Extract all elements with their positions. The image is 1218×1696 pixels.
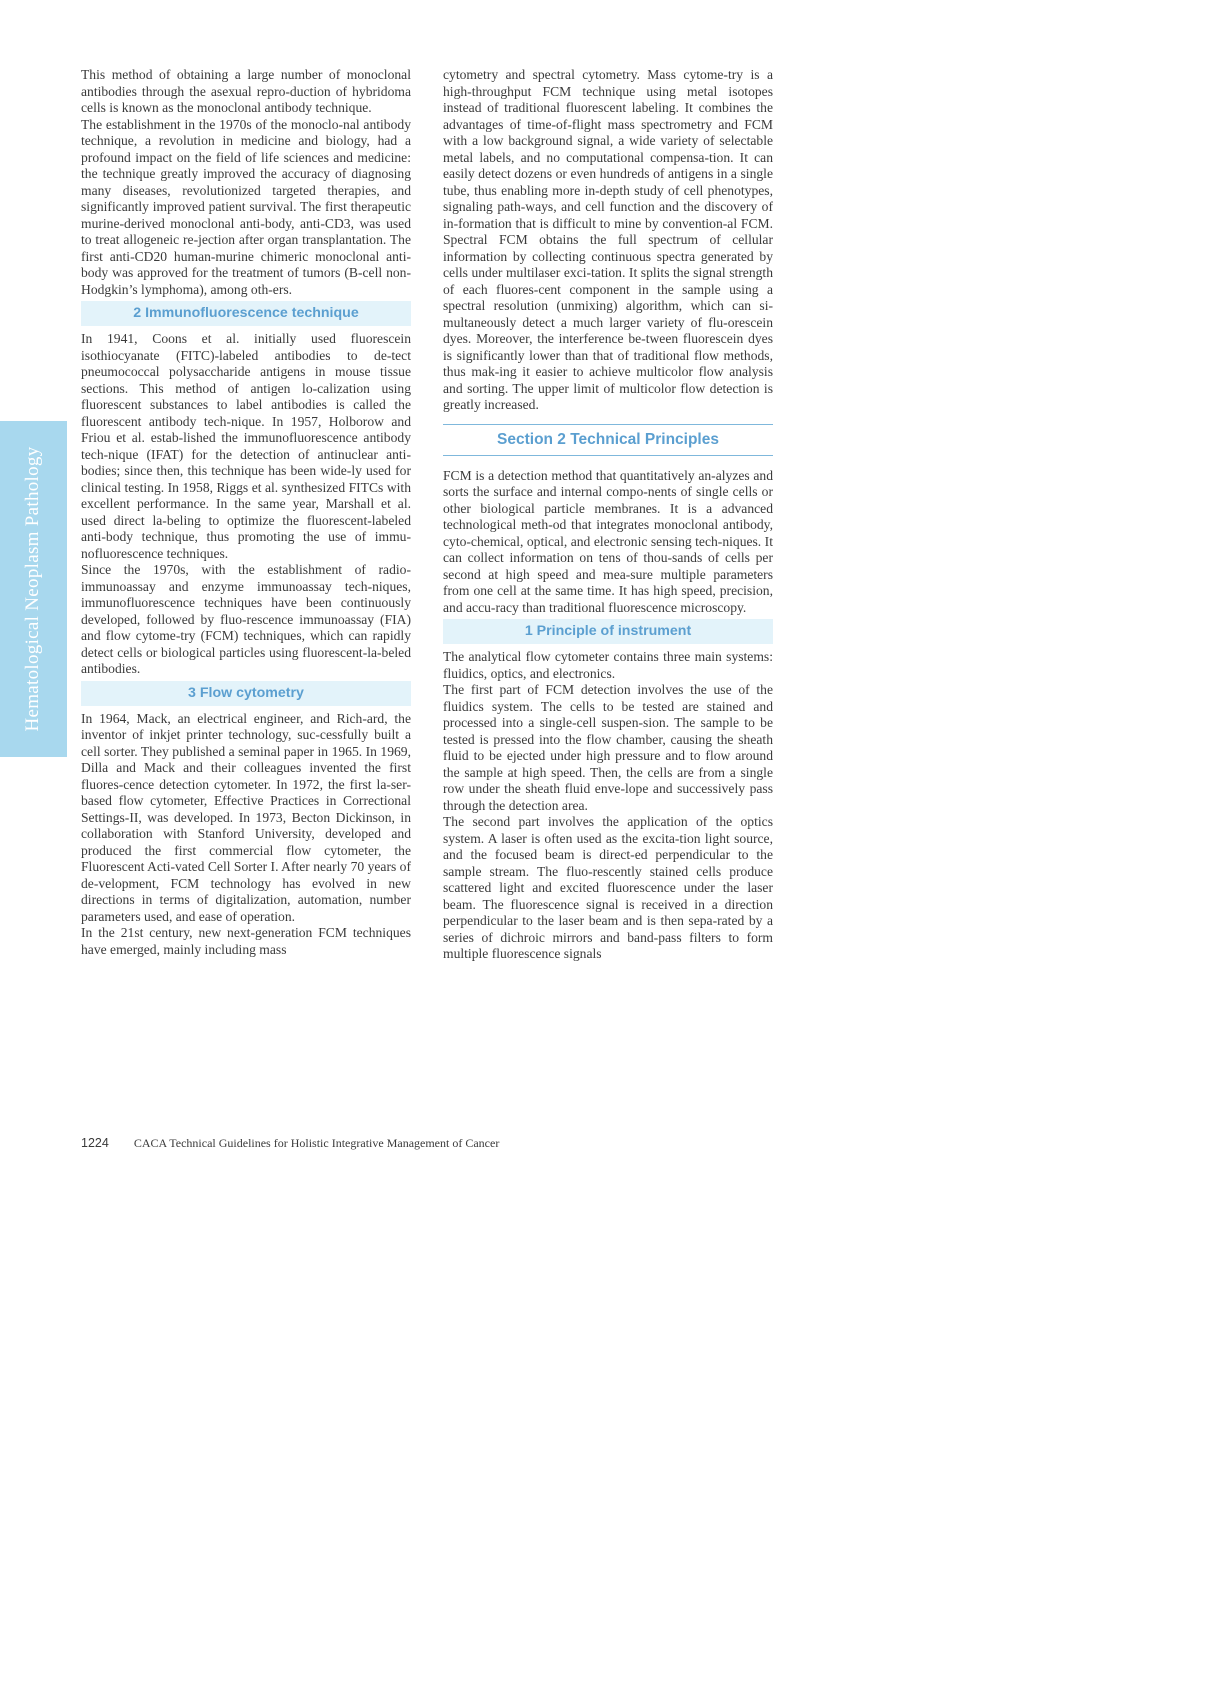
paragraph: FCM is a detection method that quantitatively an-alyzes and sorts the surface and internal compo-nents of single cells or other biological particle membranes. It is a advanced technological meth-od that integrates monoclonal antibody, cyto-chemical, optical, and electronic sensing tech-niques. It can collect information on tens of thou-sands of cells per second at high speed and mea-sure multiple parameters from one cell at the same time. It has high speed, precision, and accu-racy than traditional fluorescence microscopy. [443,467,773,615]
side-tab [0,421,67,757]
paragraph: In 1964, Mack, an electrical engineer, and Rich-ard, the inventor of inkjet printer technology, suc-cessfully built a cell sorter. They published a seminal paper in 1965. In 1969, Dilla and Mack and their colleagues invented the first fluores-cence detection cytometer. In 1972, the first la-ser-based flow cytometer, Effective Practices in Correctional Settings-II, was developed. In 1973, Becton Dickinson, in collaboration with Stanford University, developed and produced the first commercial flow cytometer, the Fluorescent Acti-vated Cell Sorter I. After nearly 70 years of de-velopment, FCM technology has evolved in new directions in terms of digitalization, automation, number parameters used, and ease of operation. [81,710,411,924]
paragraph: This method of obtaining a large number of monoclonal antibodies through the asexual repro-duction of hybridoma cells is known as the monoclonal antibody technique. [81,67,411,115]
paragraph: The establishment in the 1970s of the monoclo-nal antibody technique, a revolution in medicine and biology, had a profound impact on the field of life sciences and medicine: the technique greatly improved the accuracy of diagnosing many diseases, revolutionized targeted therapies, and significantly improved patient survival. The first therapeutic murine-derived monoclonal anti-body, anti-CD3, was used to treat allogeneic re-jection after organ transplantation. The first anti-CD20 human-murine chimeric monoclonal anti-body was approved for the treatment of tumors (B-cell non-Hodgkin’s lymphoma), among oth-ers. [81,116,411,297]
section-heading: Section 2 Technical Principles [443,424,773,456]
paragraph: In the 21st century, new next-generation FCM techniques have emerged, mainly including mass [81,925,411,957]
right-column [443,67,773,963]
paragraph: The analytical flow cytometer contains three main systems: fluidics, optics, and electronics. [443,649,773,681]
subsection-heading: 1 Principle of instrument [443,619,773,644]
running-title: CACA Technical Guidelines for Holistic Integrative Management of Cancer [133,1136,500,1150]
left-column [81,67,411,958]
page-number: 1224 [81,1136,109,1150]
paragraph: Since the 1970s, with the establishment of radio-immunoassay and enzyme immunoassay tech-niques, immunofluorescence techniques have been continuously developed, followed by fluo-rescence immunoassay (FIA) and flow cytome-try (FCM) techniques, which can rapidly detect cells or biological particles using fluorescent-la-beled antibodies. [81,562,411,676]
subsection-heading: 2 Immunofluorescence technique [81,301,411,326]
page-footer [81,1136,499,1151]
subsection-heading: 3 Flow cytometry [81,681,411,706]
paragraph: The second part involves the application of the optics system. A laser is often used as the excita-tion light source, and the focused beam is direct-ed perpendicular to the sample stream. The fluo-rescently stained cells produce scattered light and excited fluorescence under the laser beam. The fluorescence signal is received in a direction perpendicular to the laser beam and is then sepa-rated by a series of dichroic mirrors and band-pass filters to form multiple fluorescence signals [443,814,773,961]
paragraph: cytometry and spectral cytometry. Mass cytome-try is a high-throughput FCM technique using metal isotopes instead of traditional fluorescent labeling. It combines the advantages of time-of-flight mass spectrometry and FCM with a low background signal, a wide variety of selectable metal labels, and no computational compensa-tion. It can easily detect dozens or even hundreds of antigens in a single tube, thus enabling more in-depth study of cell phenotypes, signaling path-ways, and cell function and the discovery of in-formation that is difficult to mine by convention-al FCM. Spectral FCM obtains the full spectrum of cellular information by collecting continuous spectra generated by cells under multilaser exci-tation. It splits the signal strength of each fluores-cent component in the sample using a spectral resolution (unmixing) algorithm, which can si-multaneously detect a much larger variety of flu-orescein dyes. Moreover, the interference be-tween fluorescein dyes is significantly lower than that of traditional flow methods, thus mak-ing it easier to achieve multicolor flow analysis and sorting. The upper limit of multicolor flow detection is greatly increased. [443,67,773,412]
paragraph: The first part of FCM detection involves the use of the fluidics system. The cells to be tested are stained and processed into a single-cell suspen-sion. The sample to be tested is pressed into the flow chamber, causing the sheath fluid to be ejected under high pressure and to flow around the sample at high speed. Then, the cells are from a single row under the sheath fluid enve-lope and successively pass through the detection area. [443,682,773,813]
side-tab-label: Hematological Neoplasm Pathology [22,446,43,732]
paragraph: In 1941, Coons et al. initially used fluorescein isothiocyanate (FITC)-labeled antibodies to de-tect pneumococcal polysaccharide antigens in mouse tissue sections. This method of antigen lo-calization using fluorescent substances to label antibodies is called the fluorescent antibody tech-nique. In 1957, Holborow and Friou et al. estab-lished the immunofluorescence antibody tech-nique (IFAT) for the detection of antinuclear anti-bodies; since then, this technique has been wide-ly used for clinical testing. In 1958, Riggs et al. synthesized FITCs with excellent performance. In the same year, Marshall et al. used direct la-beling to optimize the fluorescent-labeled anti-body technique, thus promoting the use of immu-nofluorescence techniques. [81,331,411,561]
